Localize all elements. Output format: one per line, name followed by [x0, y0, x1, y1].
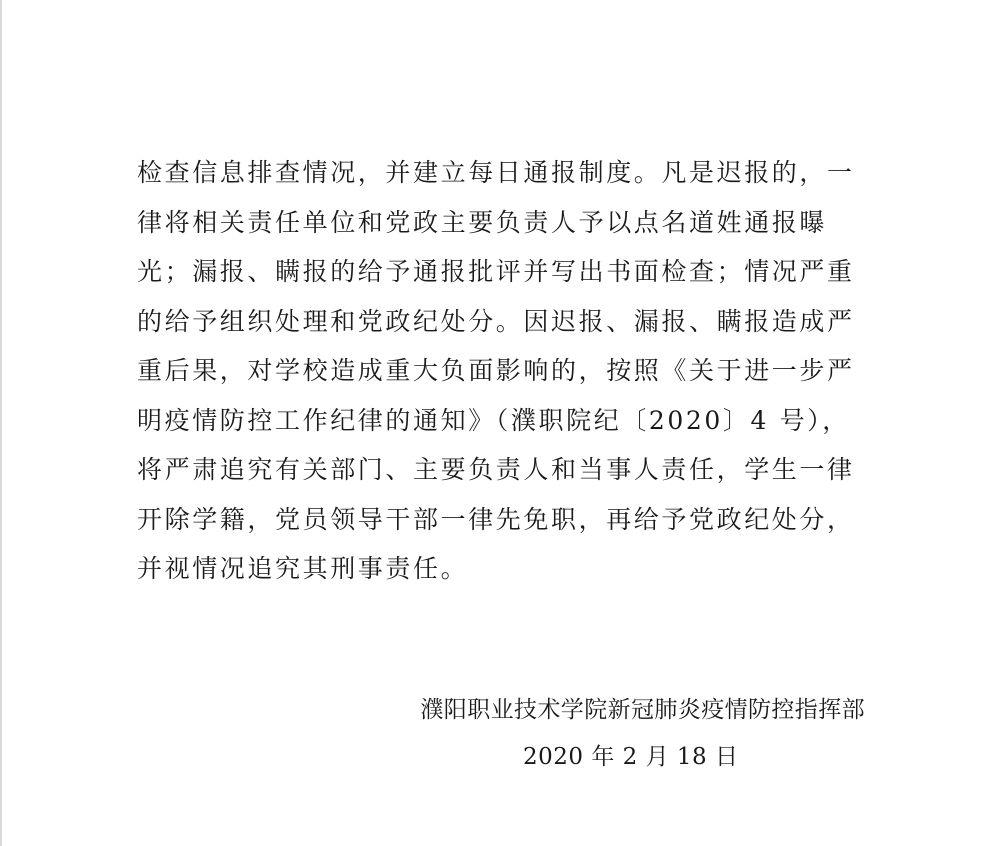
body-line: 开除学籍，党员领导干部一律先免职，再给予党政纪处分，: [137, 504, 855, 534]
body-line: 律将相关责任单位和党政主要负责人予以点名道姓通报曝: [137, 207, 828, 237]
body-line: 重后果，对学校造成重大负面影响的，按照《关于进一步严: [137, 356, 855, 385]
body-line: 检查信息排查情况，并建立每日通报制度。凡是迟报的，一: [137, 158, 855, 187]
body-line: 的给予组织处理和党政纪处分。因迟报、漏报、瞒报造成严: [137, 306, 855, 336]
signature-block: [420, 690, 865, 730]
signature-date: 2020 年 2 月 18 日: [523, 744, 739, 770]
page-left-edge: [0, 0, 2, 846]
body-line: 明疫情防控工作纪律的通知》（濮职院纪〔2020〕4 号），: [137, 405, 850, 435]
body-line: 并视情况追究其刑事责任。: [137, 554, 469, 583]
body-line: 光；漏报、瞒报的给予通报批评并写出书面检查；情况严重: [137, 257, 855, 286]
document-body: [137, 148, 877, 594]
signature-organization: 濮阳职业技术学院新冠肺炎疫情防控指挥部: [420, 697, 865, 723]
body-line: 将严肃追究有关部门、主要负责人和当事人责任，学生一律: [137, 455, 855, 484]
